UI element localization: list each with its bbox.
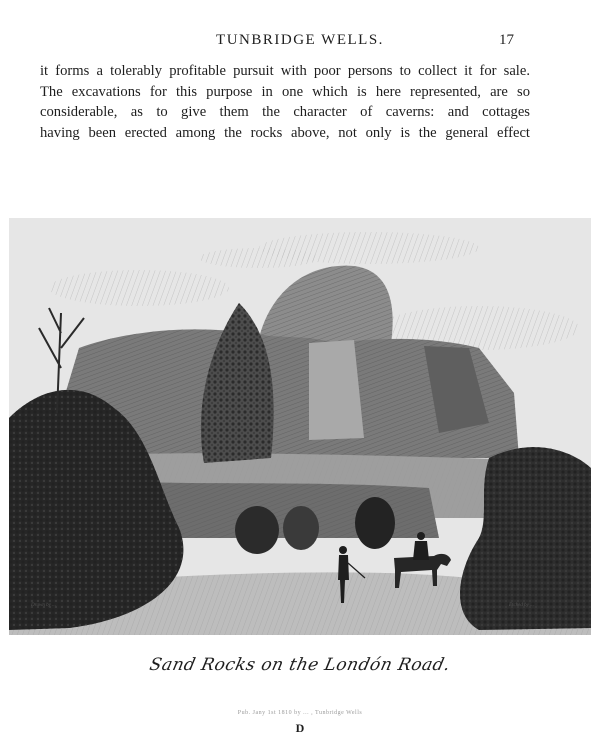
text-line: having been erected among the rocks above, not only is the general effect	[40, 124, 530, 141]
text-line: The excavations for this purpose in one which is here represented, are so	[40, 83, 530, 100]
plate-caption: Sand Rocks on the Londón Road.	[147, 655, 453, 675]
sand-rocks-illustration	[9, 218, 591, 635]
engraver-credit: Etched by ...	[509, 603, 534, 608]
body-text	[40, 61, 530, 143]
page-number: 17	[499, 32, 514, 48]
publication-imprint: Pub. Jany 1st 1810 by ... , Tunbridge Wells	[237, 710, 363, 716]
running-title: TUNBRIDGE WELLS.	[216, 32, 384, 48]
text-line: it forms a tolerably profitable pursuit with poor persons to collect it for sale.	[40, 63, 530, 79]
artist-credit: Drawn by ...	[31, 603, 56, 608]
signature-mark: D	[295, 721, 305, 735]
text-line: considerable, as to give them the character of caverns: and cottages	[40, 104, 530, 120]
engraved-plate	[9, 218, 591, 635]
running-head	[0, 32, 600, 52]
